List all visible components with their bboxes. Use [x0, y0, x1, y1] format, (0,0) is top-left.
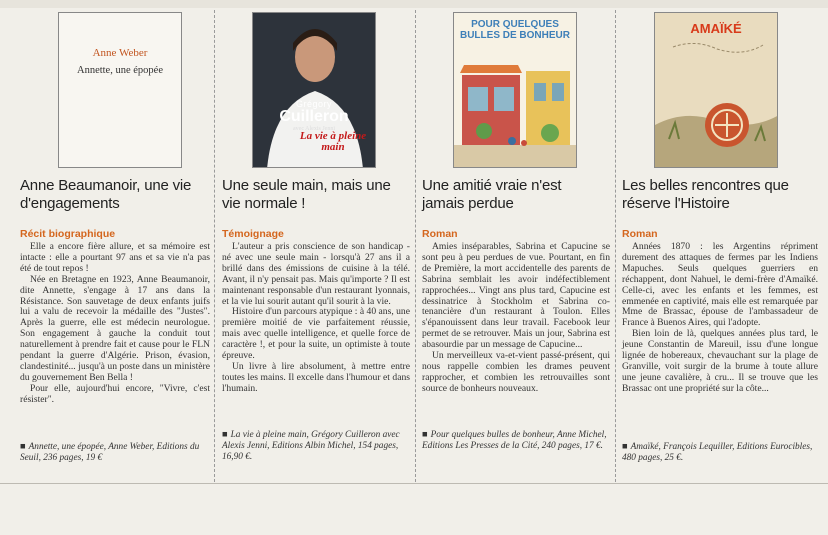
book-credit [222, 430, 410, 463]
review-anne-weber [20, 10, 210, 470]
section-label: Roman [622, 228, 658, 240]
review-francois-lequiller [622, 10, 820, 470]
credit-text: Annette, une épopée, Anne Weber, Editions du Seuil, 236 pages, 19 € [20, 442, 200, 463]
paragraph: Née en Bretagne en 1923, Anne Beaumanoir, dite Annette, s'engage à 17 ans dans la Résistance. Son sauvetage de deux enfants juifs lui a valu de recevoir la médaille des "Justes". Après la guerre, elle est médecin neurologue. Son engagement à gauche la conduit tout naturellement à prendre fait et cause pour le FLN pendant la guerre d'Algérie. Prison, évasion, clandestinité... jusqu'à un poste dans un ministère du gouvernement Ben Bella ! [20, 273, 210, 383]
cover-author: Anne Weber [92, 47, 148, 59]
column-divider [214, 10, 215, 482]
review-body [622, 242, 818, 395]
column-divider [615, 10, 616, 482]
cover-title: AMAÏKÉ [690, 21, 742, 36]
cover-title: Annette, une épopée [76, 65, 163, 76]
credit-text: Amaïké, François Lequiller, Editions Eurocibles, 480 pages, 25 €. [622, 442, 813, 463]
paragraph: Bien loin de là, quelques années plus tard, le jeune Constantin de Mareuil, issu d'une longue lignée de hobereaux, chevauchant sur la plage de Granville, voit surgir de la brume à toute allure une jeune cavalière, à cru... Il se trouve que les Brassac ont une propriété sur la côte... [622, 328, 818, 394]
book-cover-la-vie-a-pleine-main [252, 12, 376, 168]
book-cover-bulles-de-bonheur [453, 12, 577, 168]
paragraph: Un livre à lire absolument, à mettre entre toutes les mains. Il excelle dans l'humour et dans l'humain. [222, 360, 410, 394]
review-anne-michel [422, 10, 612, 470]
book-credit [422, 430, 610, 452]
cover-coauthor: avec Alexis Jenni [293, 126, 335, 132]
review-headline: Les belles rencontres que réserve l'Histoire [622, 177, 789, 212]
credit-text: Pour quelques bulles de bonheur, Anne Michel, Editions Les Presses de la Cité, 240 pages, 17 €. [422, 430, 607, 451]
credit-text: La vie à pleine main, Grégory Cuilleron avec Alexis Jenni, Editions Albin Michel, 154 pages, 16,90 €. [222, 430, 400, 462]
section-label: Récit biographique [20, 228, 116, 240]
background-strip [0, 0, 828, 8]
section-label: Témoignage [222, 228, 284, 240]
cover-title: POUR QUELQUES BULLES DE BONHEUR [459, 19, 570, 41]
paragraph: Pour elle, aujourd'hui encore, "Vivre, c'est résister". [20, 382, 210, 405]
cover-title: La vie à pleine main [299, 130, 367, 153]
square-bullet-icon: ■ [20, 442, 26, 452]
review-headline: Une amitié vraie n'est jamais perdue [422, 177, 562, 212]
review-body [422, 242, 610, 395]
review-body [20, 242, 210, 406]
book-credit [622, 442, 818, 464]
square-bullet-icon: ■ [222, 430, 228, 440]
paragraph: Un merveilleux va-et-vient passé-présent, qui nous rappelle combien les drames peuvent rapprocher, et combien les retrouvailles sont source de bonheurs nouveaux. [422, 350, 610, 394]
paragraph: L'auteur a pris conscience de son handicap - né avec une seule main - lorsqu'à 27 ans il a brillé dans des émissions de cuisine à la télé. Avant, il n'y pensait pas. Mais qu'importe ? Il est maintenant responsable d'un restaurant lyonnais, et la vie lui sourit autant qu'il sourit à la vie. [222, 241, 410, 307]
cover-author: Grégory [295, 99, 332, 109]
paragraph: Elle a encore fière allure, et sa mémoire est intacte : elle a pourtant 97 ans et sa vie n'a pas été de tout repos ! [20, 241, 210, 274]
square-bullet-icon: ■ [422, 430, 428, 440]
bottom-rule [0, 483, 828, 484]
section-label: Roman [422, 228, 458, 240]
paragraph: Amies inséparables, Sabrina et Capucine se sont peu à peu perdues de vue. Pourtant, en fin de Première, la mort accidentelle des parents de Sabrina semblait les avoir indéfectiblement rapprochées... Vingt ans plus tard, Capucine est dessinatrice à Stockholm et Sabrina co-tenancière d'un restaurant à Toulon. Elles s'épanouissent dans leur travail. Facebook leur permet de se retrouver. Mais un jour, Sabrina est abasourdie par un message de Capucine... [422, 241, 610, 351]
paragraph: Années 1870 : les Argentins répriment durement des attaques de fermes par les Indiens Mapuches. Seuls quelques guerriers en réchappent, dont Nahuel, le demi-frère d'Amaïké. Celle-ci, avec les enfants et les femmes, est emmenée en captivité, mais elle est remarquée par Mme de Brassac, épouse de l'ambassadeur de France à Buenos Aires, qui l'adopte. [622, 241, 818, 329]
paragraph: Histoire d'un parcours atypique : à 40 ans, une première moitié de vie parfaitement réussie, mais avec quelle intelligence, et quelle force de caractère !, et pour la suite, un optimiste à toute épreuve. [222, 306, 410, 362]
review-body [222, 242, 410, 395]
column-divider [415, 10, 416, 482]
review-headline: Une seule main, mais une vie normale ! [222, 177, 391, 212]
cover-illustration [655, 13, 778, 168]
cover-author-name: Cuilleron [279, 108, 349, 125]
square-bullet-icon: ■ [622, 442, 628, 452]
book-cover-annette [58, 12, 182, 168]
review-gregory-cuilleron [222, 10, 412, 470]
book-cover-amaike [654, 12, 778, 168]
review-headline: Anne Beaumanoir, une vie d'engagements [20, 177, 192, 212]
book-credit [20, 442, 210, 464]
